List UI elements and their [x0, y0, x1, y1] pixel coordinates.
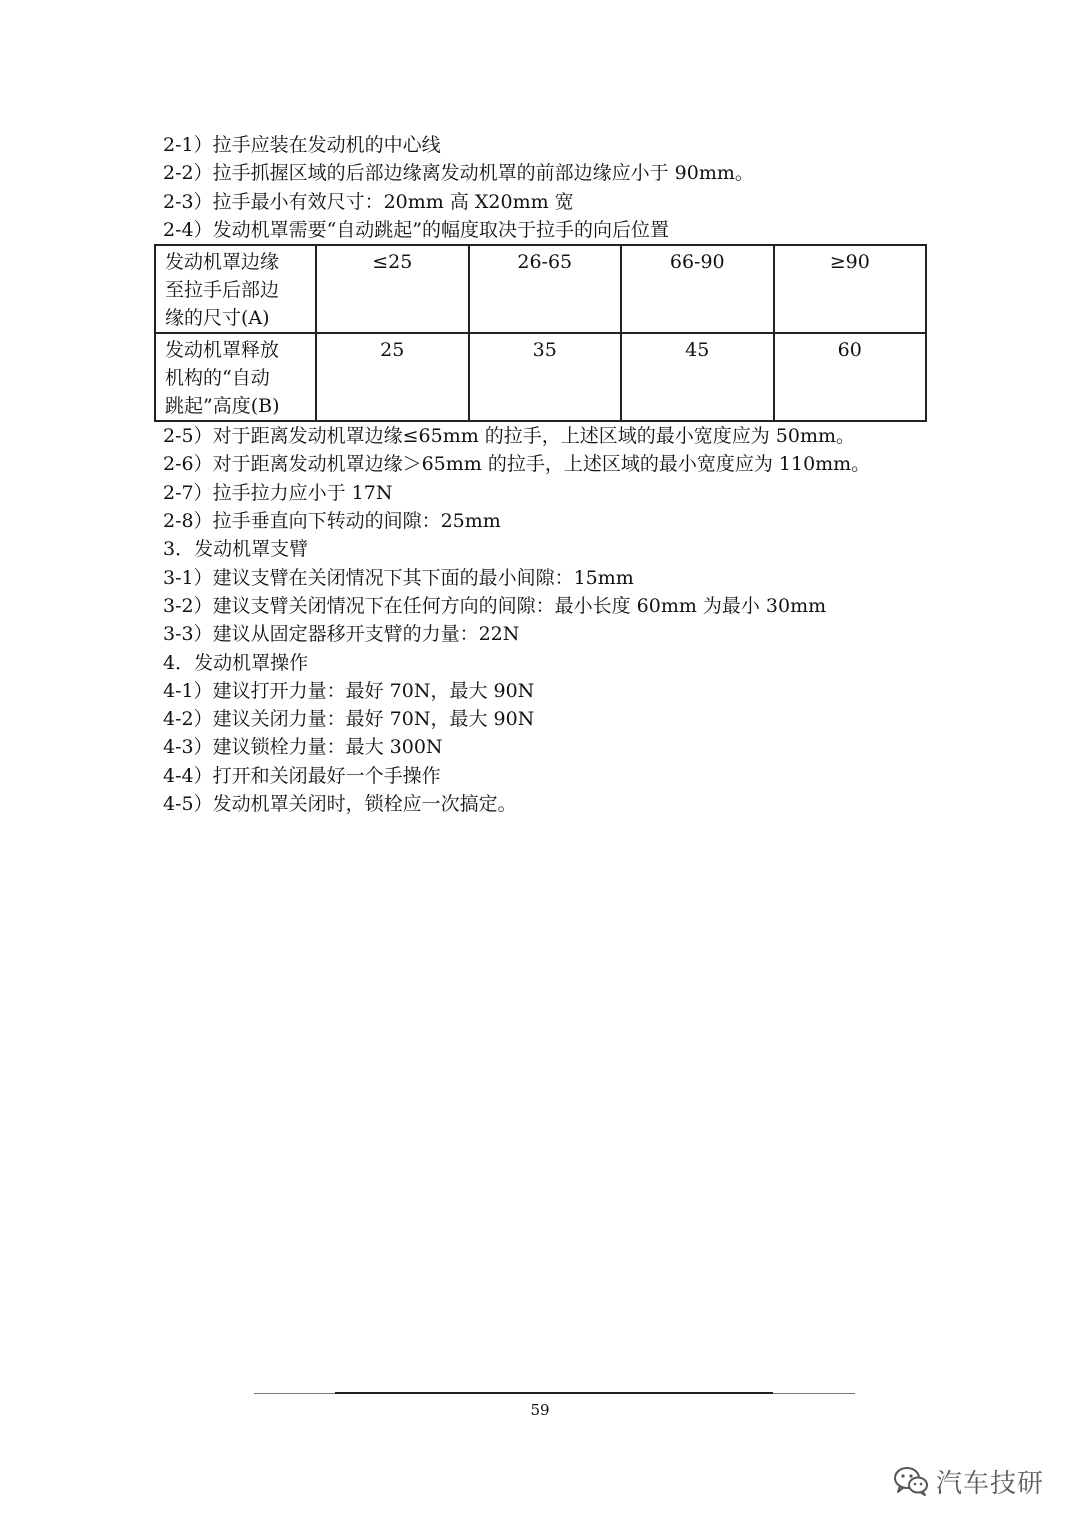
- row-header-line: 缘的尺寸(A): [165, 307, 270, 330]
- row-header-line: 跳起”高度(B): [165, 395, 280, 418]
- row-header-line: 机构的“自动: [165, 367, 270, 390]
- section-heading-4: 4．发动机罩操作: [163, 651, 309, 674]
- table-cell: ≥90: [774, 245, 927, 333]
- spec-line-4-3: 4-3）建议锁栓力量：最大 300N: [163, 736, 443, 759]
- table-cell: 35: [469, 333, 622, 421]
- footer-divider-accent: [335, 1392, 773, 1394]
- row-header-line: 至拉手后部边: [165, 279, 280, 302]
- spec-line-2-6: 2-6）对于距离发动机罩边缘＞65mm 的拉手，上述区域的最小宽度应为 110mm。: [163, 453, 871, 476]
- row-header-popup-height-b: [155, 333, 316, 421]
- watermark: [892, 1462, 1044, 1500]
- document-body: [163, 131, 933, 818]
- wechat-icon: [892, 1464, 930, 1498]
- row-header-line: 发动机罩边缘: [165, 251, 280, 274]
- spec-line-4-2: 4-2）建议关闭力量：最好 70N，最大 90N: [163, 708, 535, 731]
- spec-line-2-8: 2-8）拉手垂直向下转动的间隙：25mm: [163, 510, 501, 533]
- spec-line-3-3: 3-3）建议从固定器移开支臂的力量：22N: [163, 623, 520, 646]
- spec-line-2-3: 2-3）拉手最小有效尺寸：20mm 高 X20mm 宽: [163, 190, 574, 213]
- row-header-dimension-a: [155, 245, 316, 333]
- spec-line-2-5: 2-5）对于距离发动机罩边缘≤65mm 的拉手，上述区域的最小宽度应为 50mm。: [163, 425, 856, 448]
- spec-line-2-7: 2-7）拉手拉力应小于 17N: [163, 481, 393, 504]
- table-row-dimension-a: [155, 245, 926, 333]
- hood-popup-table: [154, 244, 927, 422]
- table-cell: 66-90: [621, 245, 774, 333]
- section-heading-3: 3．发动机罩支臂: [163, 538, 309, 561]
- spec-line-3-2: 3-2）建议支臂关闭情况下在任何方向的间隙：最小长度 60mm 为最小 30mm: [163, 594, 827, 617]
- table-cell: 45: [621, 333, 774, 421]
- spec-line-2-2: 2-2）拉手抓握区域的后部边缘离发动机罩的前部边缘应小于 90mm。: [163, 162, 754, 185]
- watermark-text: 汽车技研: [936, 1468, 1045, 1499]
- table-row-popup-height-b: [155, 333, 926, 421]
- spec-line-4-5: 4-5）发动机罩关闭时，锁栓应一次搞定。: [163, 793, 517, 816]
- spec-line-2-4: 2-4）发动机罩需要“自动跳起”的幅度取决于拉手的向后位置: [163, 218, 670, 241]
- table-cell: ≤25: [316, 245, 469, 333]
- table-cell: 26-65: [469, 245, 622, 333]
- spec-line-2-1: 2-1）拉手应装在发动机的中心线: [163, 134, 441, 156]
- table-cell: 60: [774, 333, 927, 421]
- spec-line-4-1: 4-1）建议打开力量：最好 70N，最大 90N: [163, 679, 535, 702]
- row-header-line: 发动机罩释放: [165, 339, 280, 362]
- spec-line-3-1: 3-1）建议支臂在关闭情况下其下面的最小间隙：15mm: [163, 566, 634, 589]
- page-number: 59: [530, 1401, 550, 1419]
- table-cell: 25: [316, 333, 469, 421]
- spec-line-4-4: 4-4）打开和关闭最好一个手操作: [163, 764, 441, 787]
